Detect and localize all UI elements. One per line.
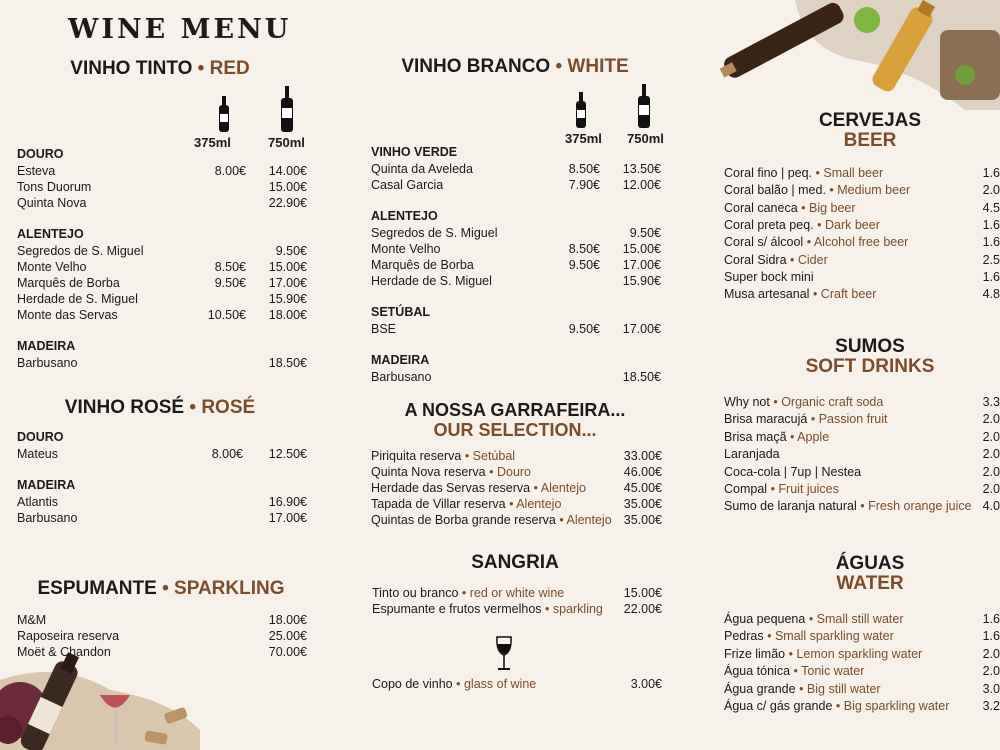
water-heading-en: WATER [836, 573, 904, 594]
item-price: 15.00€ [623, 586, 662, 600]
item-name [724, 411, 887, 427]
wine-name: Esteva [17, 164, 56, 178]
item-name [724, 663, 864, 679]
sangria-heading: SANGRIA [471, 552, 559, 573]
item-name-en: • Alentejo [509, 497, 562, 511]
item-price: 33.00€ [623, 449, 662, 463]
water-heading-pt: ÁGUAS [835, 553, 905, 574]
item-name [724, 234, 908, 250]
item-name [372, 585, 564, 601]
item-price: 2.0 [982, 183, 1000, 198]
item-name-en: • Passion fruit [810, 412, 888, 427]
wine-name: Monte Velho [17, 260, 87, 274]
item-name-en: • Craft beer [812, 287, 877, 302]
price-750: 18.50€ [622, 370, 661, 384]
selection-heading [355, 400, 675, 440]
item-name-pt: Laranjada [724, 447, 780, 462]
item-price: 2.0 [982, 646, 1000, 661]
region-heading: DOURO [17, 147, 64, 161]
price-750: 9.50€ [629, 226, 661, 240]
item-name-en: • Big beer [801, 200, 856, 215]
item-name-pt: Coca-cola | 7up | Nestea [724, 464, 862, 479]
rose-heading-en: ROSÉ [201, 397, 256, 418]
wine-name: Marquês de Borba [17, 276, 120, 290]
item-name-pt: Brisa maracujá [724, 412, 811, 427]
white-heading-en: WHITE [567, 56, 629, 77]
price-750: 15.00€ [622, 242, 661, 256]
item-name-pt: Coral s/ álcool [724, 235, 804, 250]
item-name [724, 681, 881, 697]
price-750: 14.00€ [268, 164, 307, 178]
item-name-pt: Água c/ gás grande [724, 699, 833, 713]
item-price: 2.0 [982, 412, 1000, 427]
item-name-pt: Sumo de laranja natural [724, 499, 857, 514]
item-name-en: • Small still water [808, 612, 904, 626]
wine-name: Raposeira reserva [17, 629, 120, 643]
item-name [371, 448, 515, 464]
item-price: 1.6 [982, 269, 1000, 284]
item-price: 4.8 [982, 287, 1000, 302]
item-name-en: • Alcohol free beer [806, 235, 909, 250]
region-heading: DOURO [17, 430, 64, 444]
item-name-pt: Água pequena [724, 612, 806, 626]
beer-heading-en: BEER [843, 130, 897, 151]
item-name-en: • Big sparkling water [835, 699, 950, 713]
glass-name-en: • glass of wine [456, 677, 537, 691]
wine-name: Segredos de S. Miguel [17, 244, 144, 258]
bullet: • [197, 58, 205, 79]
soft-heading-pt: SUMOS [835, 336, 905, 357]
item-name [371, 464, 531, 480]
wine-name: Quinta da Aveleda [371, 162, 473, 176]
wine-name: Tons Duorum [17, 180, 92, 194]
selection-heading-en: OUR SELECTION... [433, 420, 597, 440]
item-name-en: • Fruit juices [770, 482, 839, 496]
item-name-pt: Tapada de Villar reserva [371, 497, 506, 511]
size-750-label: 750ml [268, 135, 305, 150]
item-name [724, 165, 883, 181]
item-name [724, 498, 972, 514]
wine-name: Casal Garcia [371, 178, 444, 192]
item-name-pt: Super bock mini [724, 269, 814, 284]
price-750: 15.00€ [268, 260, 307, 274]
item-name [724, 286, 876, 302]
item-price: 1.6 [982, 217, 1000, 232]
soft-heading [740, 337, 1000, 377]
red-heading-pt: VINHO TINTO [70, 58, 193, 79]
rose-heading [0, 397, 320, 419]
item-name-pt: Coral fino | peq. [724, 166, 813, 180]
wine-name: Herdade de S. Miguel [17, 292, 138, 306]
wine-name: Monte das Servas [17, 308, 118, 322]
item-price: 2.0 [982, 429, 1000, 444]
apple-icon [854, 7, 880, 33]
price: 25.00€ [268, 629, 307, 643]
item-name-pt: Compal [724, 482, 768, 496]
item-name-en: • Cider [790, 252, 828, 267]
item-name-pt: Frize limão [724, 646, 786, 661]
red-heading [0, 58, 320, 80]
item-name-en: • Alentejo [533, 481, 586, 495]
wine-photo [0, 650, 200, 750]
price-750: 12.00€ [622, 178, 661, 192]
white-heading-pt: VINHO BRANCO [401, 56, 551, 77]
selection-heading-pt: A NOSSA GARRAFEIRA... [404, 400, 626, 420]
glass-en-text: glass of wine [463, 677, 537, 691]
item-name-en: • Apple [790, 429, 830, 444]
item-name [724, 628, 894, 644]
item-price: 3.2 [982, 699, 1000, 713]
item-price: 2.0 [982, 482, 1000, 496]
glass-name-pt: Copo de vinho [372, 677, 453, 691]
bottle-large-icon [280, 86, 294, 132]
item-price: 4.0 [982, 499, 1000, 514]
item-name-pt: Coral balão | med. [724, 183, 826, 198]
sparkling-heading [0, 578, 322, 600]
white-heading [355, 56, 675, 78]
wine-name: M&M [17, 613, 47, 627]
sparkling-heading-en: SPARKLING [174, 578, 285, 599]
price-375: 9.50€ [568, 258, 600, 272]
item-price: 22.00€ [623, 602, 662, 616]
price-750: 17.00€ [268, 276, 307, 290]
wine-name: Monte Velho [371, 242, 441, 256]
item-price: 4.5 [982, 200, 1000, 215]
item-name [372, 601, 603, 617]
region-heading: SETÚBAL [371, 305, 431, 319]
item-name-en: • Tonic water [793, 664, 865, 679]
item-name-en: • Douro [489, 465, 532, 479]
item-name-pt: Espumante e frutos vermelhos [372, 602, 542, 616]
price-750: 15.00€ [268, 180, 307, 194]
item-price: 1.6 [982, 629, 1000, 644]
item-price: 3.0 [982, 681, 1000, 696]
price-750: 17.00€ [268, 511, 307, 525]
wine-name: Moët & Chandon [17, 645, 111, 659]
item-name-en: • Organic craft soda [773, 395, 884, 409]
price-375: 9.50€ [214, 276, 246, 290]
price-750: 16.90€ [268, 495, 307, 509]
item-name-pt: Coral preta peq. [724, 217, 814, 232]
item-name-pt: Musa artesanal [724, 287, 810, 302]
item-name [371, 496, 561, 512]
price-750: 18.50€ [268, 356, 307, 370]
price-375: 7.90€ [568, 178, 600, 192]
price-375: 8.00€ [214, 164, 246, 178]
item-name-pt: Herdade das Servas reserva [371, 481, 531, 495]
item-name-en: • Alentejo [559, 513, 612, 527]
sparkling-heading-pt: ESPUMANTE [37, 578, 157, 599]
bullet: • [162, 578, 169, 599]
item-name-en: • Setúbal [464, 449, 516, 463]
item-price: 35.00€ [623, 497, 662, 511]
item-name-en: • Small sparkling water [767, 629, 894, 644]
size-375-label: 375ml [565, 131, 602, 146]
price-375: 10.50€ [207, 308, 246, 322]
item-price: 2.0 [982, 447, 1000, 462]
item-name [724, 200, 856, 216]
wine-name: Barbusano [17, 356, 78, 370]
drinks-photo [715, 0, 1000, 110]
item-name-pt: Brisa maçã [724, 429, 787, 444]
item-name [724, 182, 910, 198]
item-name [371, 480, 586, 496]
item-name-pt: Tinto ou branco [372, 586, 459, 600]
beer-heading-pt: CERVEJAS [818, 110, 922, 131]
wine-name: Mateus [17, 447, 58, 461]
price-750: 15.90€ [268, 292, 307, 306]
wine-name: Marquês de Borba [371, 258, 474, 272]
bullet: • [189, 397, 197, 418]
bullet: • [555, 56, 563, 77]
item-price: 2.5 [982, 252, 1000, 267]
region-heading: VINHO VERDE [371, 145, 458, 159]
item-name [724, 464, 861, 480]
item-price: 46.00€ [623, 465, 662, 479]
item-name-en: • red or white wine [461, 586, 565, 600]
item-name-pt: Quinta Nova reserva [371, 465, 490, 479]
bottle-large-icon [637, 84, 651, 128]
price-750: 15.90€ [622, 274, 661, 288]
item-name [724, 611, 904, 627]
wine-name: Herdade de S. Miguel [371, 274, 492, 288]
wine-name: BSE [371, 322, 397, 336]
item-name-en: • sparkling [545, 602, 603, 616]
item-price: 35.00€ [623, 513, 662, 527]
price-375: 8.50€ [214, 260, 246, 274]
price-375: 9.50€ [568, 322, 600, 336]
wine-name: Quinta Nova [17, 196, 87, 210]
item-name-pt: Pedras [724, 629, 764, 644]
item-name [724, 446, 780, 462]
region-heading: MADEIRA [371, 353, 430, 367]
item-price: 1.6 [982, 235, 1000, 250]
item-name-pt: Piriquita reserva [371, 449, 462, 463]
menu-title: WINE MENU [68, 14, 292, 45]
beer-heading [740, 111, 1000, 151]
price-750: 18.00€ [268, 308, 307, 322]
item-name [724, 394, 883, 410]
wine-name: Atlantis [17, 495, 58, 509]
wine-name: Segredos de S. Miguel [371, 226, 498, 240]
item-price: 2.0 [982, 464, 1000, 479]
item-name [724, 646, 922, 662]
item-name-en: • Small beer [815, 166, 884, 180]
item-name-en: • Dark beer [817, 217, 880, 232]
wine-glass-icon [494, 636, 514, 672]
price-750: 17.00€ [622, 258, 661, 272]
item-name-pt: Coral caneca [724, 200, 798, 215]
item-name [724, 698, 949, 714]
price-375: 8.00€ [211, 447, 243, 461]
region-heading: MADEIRA [17, 339, 76, 353]
item-price: 1.6 [982, 166, 1000, 180]
item-name [724, 252, 828, 268]
price-750: 12.50€ [268, 447, 307, 461]
glass-price: 3.00€ [630, 677, 662, 691]
item-price: 45.00€ [623, 481, 662, 495]
item-name-pt: Why not [724, 395, 770, 409]
item-name [724, 217, 880, 233]
water-heading [740, 554, 1000, 594]
price-750: 13.50€ [622, 162, 661, 176]
price-375: 8.50€ [568, 162, 600, 176]
item-name-pt: Coral Sidra [724, 252, 787, 267]
price-375: 8.50€ [568, 242, 600, 256]
item-name [724, 481, 839, 497]
item-name-en: • Big still water [799, 681, 881, 696]
wine-name: Barbusano [17, 511, 78, 525]
item-name-en: • Medium beer [829, 183, 911, 198]
price: 18.00€ [268, 613, 307, 627]
rose-heading-pt: VINHO ROSÉ [64, 397, 185, 418]
bottle-small-icon [218, 96, 230, 132]
wine-name: Barbusano [371, 370, 432, 384]
item-name-en: • Fresh orange juice [860, 499, 972, 514]
price-750: 22.90€ [268, 196, 307, 210]
glass-name [372, 676, 536, 692]
item-price: 3.3 [982, 395, 1000, 409]
price: 70.00€ [268, 645, 307, 659]
size-375-label: 375ml [194, 135, 231, 150]
region-heading: ALENTEJO [17, 227, 84, 241]
red-heading-en: RED [209, 58, 250, 79]
soft-heading-en: SOFT DRINKS [805, 356, 935, 377]
item-name-en: • Lemon sparkling water [788, 646, 923, 661]
item-price: 2.0 [982, 664, 1000, 679]
bottle-small-icon [575, 92, 587, 128]
item-name [724, 429, 829, 445]
item-price: 1.6 [982, 612, 1000, 626]
region-heading: ALENTEJO [371, 209, 438, 223]
price-750: 17.00€ [622, 322, 661, 336]
item-name-pt: Quintas de Borba grande reserva [371, 513, 556, 527]
region-heading: MADEIRA [17, 478, 76, 492]
price-750: 9.50€ [275, 244, 307, 258]
item-name [724, 269, 814, 285]
size-750-label: 750ml [627, 131, 664, 146]
item-name-pt: Água grande [724, 681, 796, 696]
item-name-pt: Água tónica [724, 664, 791, 679]
item-name [371, 512, 612, 528]
